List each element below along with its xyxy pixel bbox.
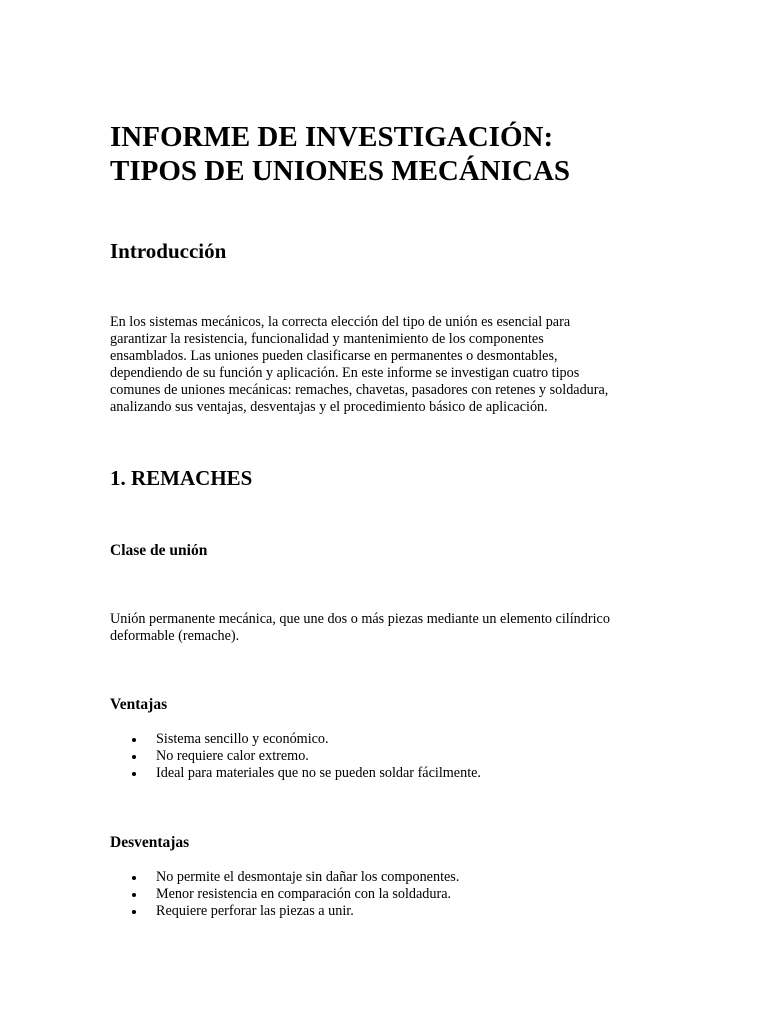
bullet-icon [132, 893, 136, 897]
list-item-text: Sistema sencillo y económico. [156, 731, 329, 747]
list-item [110, 886, 459, 903]
list-item [110, 731, 481, 748]
clase-line: Unión permanente mecánica, que une dos o más piezas mediante un elemento cilíndrico [110, 611, 610, 627]
title-line-2: TIPOS DE UNIONES MECÁNICAS [110, 155, 571, 187]
bullet-icon [132, 755, 136, 759]
intro-line: comunes de uniones mecánicas: remaches, chavetas, pasadores con retenes y soldadura, [110, 382, 609, 398]
list-item [110, 903, 459, 920]
section-1-heading: 1. REMACHES [110, 466, 253, 490]
list-item-text: No requiere calor extremo. [156, 748, 309, 764]
list-item [110, 748, 481, 765]
bullet-icon [132, 738, 136, 742]
list-item [110, 765, 481, 782]
intro-line: En los sistemas mecánicos, la correcta elección del tipo de unión es esencial para [110, 314, 571, 330]
intro-heading: Introducción [110, 239, 227, 263]
title-line-1: INFORME DE INVESTIGACIÓN: [110, 121, 554, 153]
bullet-icon [132, 772, 136, 776]
bullet-icon [132, 876, 136, 880]
intro-line: dependiendo de su función y aplicación. En este informe se investigan cuatro tipos [110, 365, 580, 381]
document-title [110, 120, 670, 188]
intro-line: ensamblados. Las uniones pueden clasificarse en permanentes o desmontables, [110, 348, 558, 364]
clase-line: deformable (remache). [110, 628, 240, 644]
desventajas-list [110, 869, 459, 920]
bullet-icon [132, 910, 136, 914]
desventajas-heading: Desventajas [110, 834, 190, 851]
intro-line: analizando sus ventajas, desventajas y el procedimiento básico de aplicación. [110, 399, 548, 415]
list-item-text: Menor resistencia en comparación con la soldadura. [156, 886, 452, 902]
intro-line: garantizar la resistencia, funcionalidad y mantenimiento de los componentes [110, 331, 544, 347]
clase-heading: Clase de unión [110, 542, 208, 559]
intro-paragraph [110, 314, 670, 416]
list-item-text: Requiere perforar las piezas a unir. [156, 903, 354, 919]
ventajas-list [110, 731, 481, 782]
list-item-text: Ideal para materiales que no se pueden soldar fácilmente. [156, 765, 481, 781]
list-item [110, 869, 459, 886]
ventajas-heading: Ventajas [110, 696, 168, 713]
list-item-text: No permite el desmontaje sin dañar los componentes. [156, 869, 460, 885]
clase-paragraph [110, 611, 670, 645]
